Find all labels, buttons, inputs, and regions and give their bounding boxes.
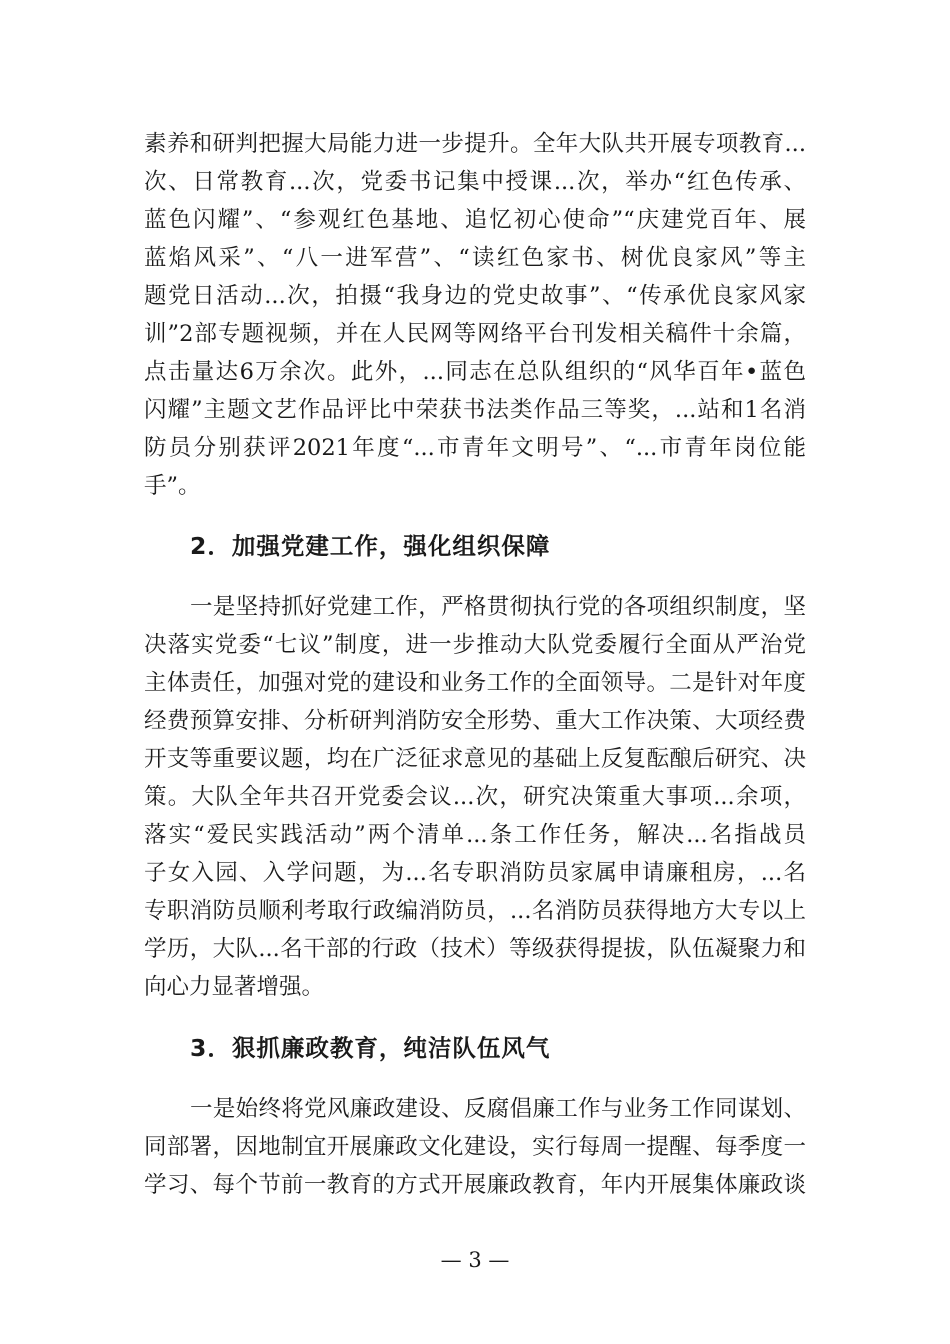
text-line: 学习、每个节前一教育的方式开展廉政教育，年内开展集体廉政谈 (144, 1172, 806, 1198)
text-line: 手”。 (144, 473, 201, 499)
text-line: 学历，大队...名干部的行政（技术）等级获得提拔，队伍凝聚力和 (144, 936, 806, 962)
text-line: 子女入园、入学问题，为...名专职消防员家属申请廉租房，...名 (144, 860, 806, 886)
text-line: 素养和研判把握大局能力进一步提升。全年大队共开展专项教育... (144, 131, 806, 157)
text-line: 题党日活动...次，拍摄“我身边的党史故事”、“传承优良家风家 (144, 283, 806, 309)
page-number: — 3 — (440, 1248, 510, 1272)
text-line: 闪耀”主题文艺作品评比中荣获书法类作品三等奖，...站和1名消 (144, 397, 806, 423)
text-line: 一是坚持抓好党建工作，严格贯彻执行党的各项组织制度，坚 (190, 594, 806, 620)
section-heading: 3．狠抓廉政教育，纯洁队伍风气 (190, 1034, 551, 1062)
text-line: 专职消防员顺利考取行政编消防员，...名消防员获得地方大专以上 (144, 898, 806, 924)
text-line: 决落实党委“七议”制度，进一步推动大队党委履行全面从严治党 (144, 632, 806, 658)
text-line: 次、日常教育...次，党委书记集中授课...次，举办“红色传承、 (144, 169, 806, 195)
text-line: 经费预算安排、分析研判消防安全形势、重大工作决策、大项经费 (144, 708, 806, 734)
text-line: 蓝焰风采”、“八一进军营”、“读红色家书、树优良家风”等主 (144, 245, 806, 271)
text-line: 开支等重要议题，均在广泛征求意见的基础上反复酝酿后研究、决 (144, 746, 806, 772)
text-line: 落实“爱民实践活动”两个清单...条工作任务，解决...名指战员 (144, 822, 806, 848)
text-line: 防员分别获评2021年度“...市青年文明号”、“...市青年岗位能 (144, 435, 806, 461)
section-heading: 2．加强党建工作，强化组织保障 (190, 532, 551, 560)
text-line: 蓝色闪耀”、“参观红色基地、追忆初心使命”“庆建党百年、展 (144, 207, 806, 233)
text-line: 主体责任，加强对党的建设和业务工作的全面领导。二是针对年度 (144, 670, 806, 696)
text-line: 策。大队全年共召开党委会议...次，研究决策重大事项...余项， (144, 784, 806, 810)
text-line: 训”2部专题视频，并在人民网等网络平台刊发相关稿件十余篇， (144, 321, 806, 347)
text-line: 点击量达6万余次。此外，...同志在总队组织的“风华百年•蓝色 (144, 359, 806, 385)
text-line: 一是始终将党风廉政建设、反腐倡廉工作与业务工作同谋划、 (190, 1096, 806, 1122)
text-line: 同部署，因地制宜开展廉政文化建设，实行每周一提醒、每季度一 (144, 1134, 806, 1160)
text-line: 向心力显著增强。 (144, 974, 325, 1000)
